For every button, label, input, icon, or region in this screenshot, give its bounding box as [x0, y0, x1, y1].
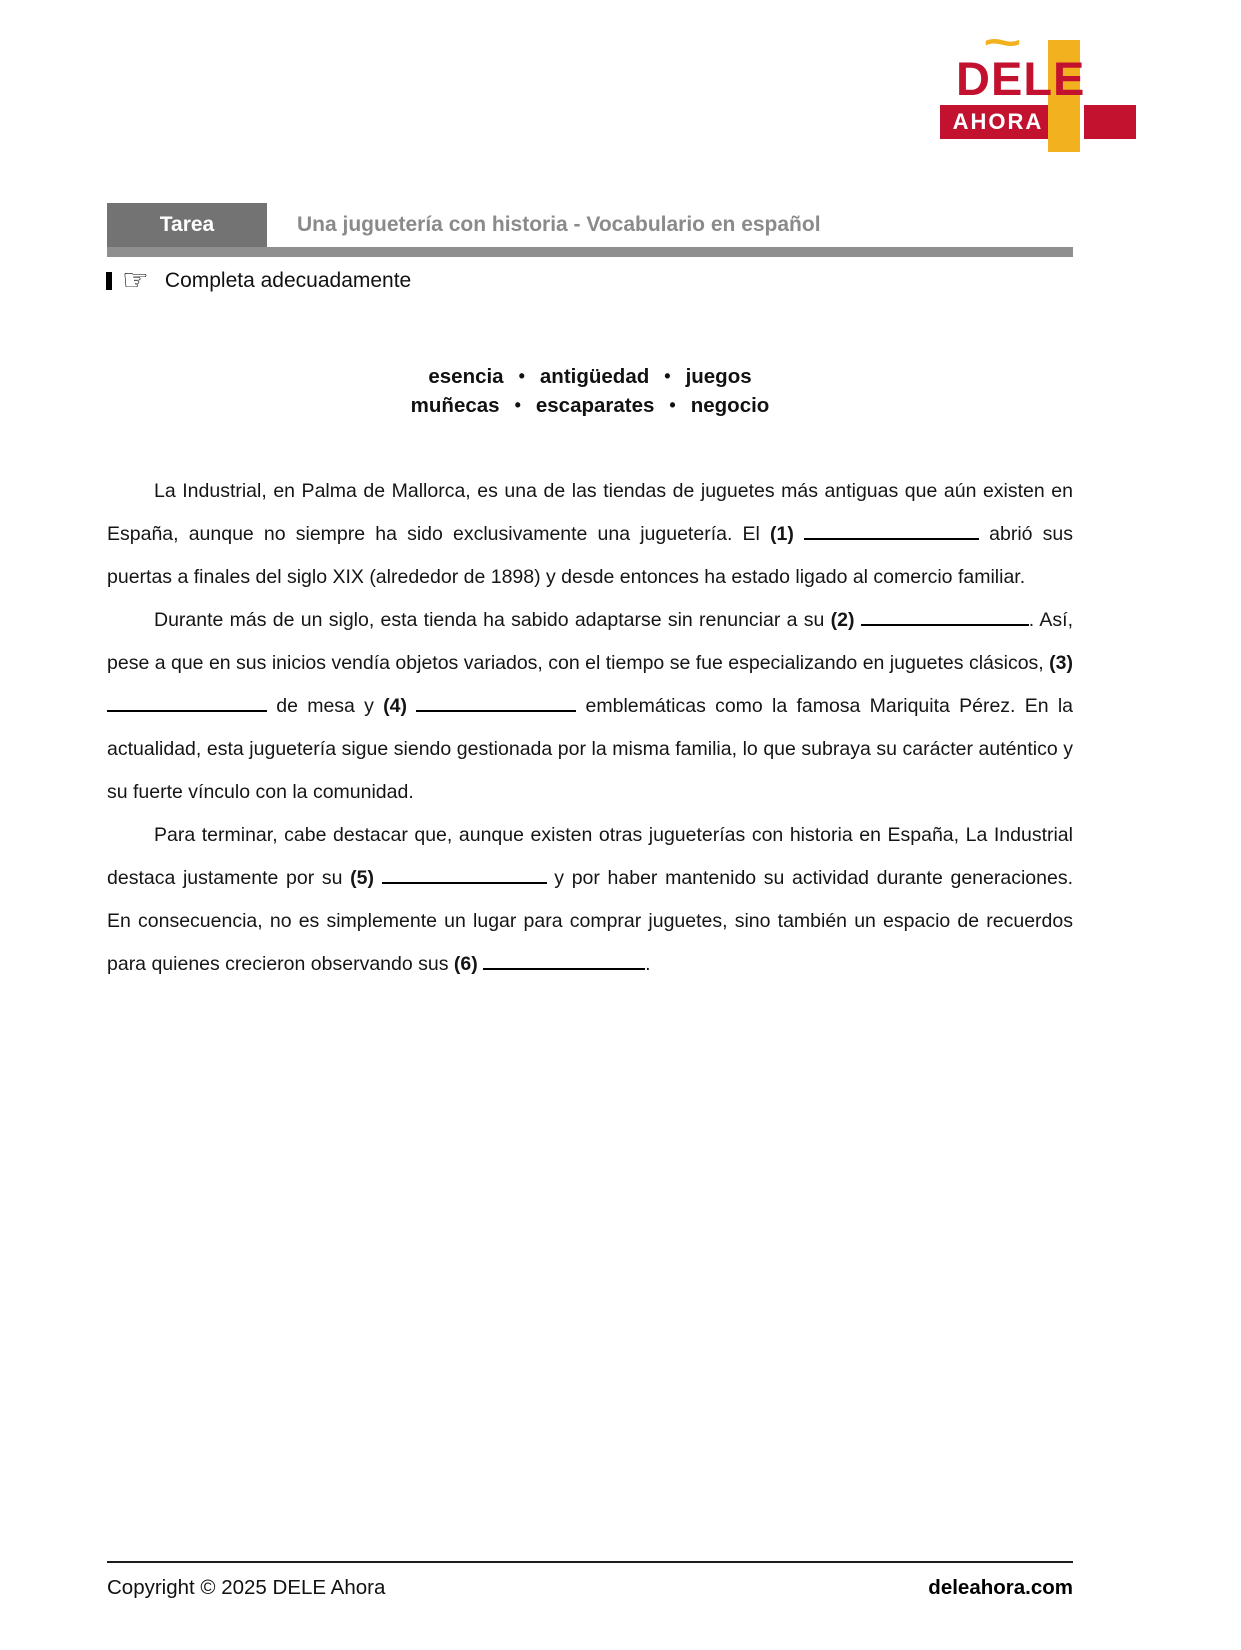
logo-wordmark [956, 18, 1086, 105]
task-title: Una juguetería con historia - Vocabulario en español [297, 213, 821, 236]
copyright-text: Copyright © 2025 DELE Ahora [107, 1576, 386, 1599]
pointing-hand-icon: ☞ [122, 264, 149, 297]
header-divider-bar [107, 247, 1073, 257]
page-footer [107, 1561, 1073, 1600]
bullet-separator-icon: • [664, 366, 671, 386]
bullet-separator-icon: • [514, 395, 521, 415]
gap-number: (5) [350, 867, 374, 889]
gap-number: (2) [830, 609, 855, 631]
word-bank-row [107, 391, 1073, 420]
word-bank-item: esencia [428, 365, 504, 388]
logo-accented-letter: ~ E [991, 54, 1023, 104]
gap-number: (4) [383, 695, 407, 717]
task-badge: Tarea [107, 203, 267, 247]
word-bank-item: muñecas [410, 394, 500, 417]
pointing-hand-cuff-icon [106, 272, 112, 290]
bullet-separator-icon: • [669, 395, 676, 415]
task-header [107, 203, 1073, 257]
passage-paragraph: La Industrial, en Palma de Mallorca, es una de las tiendas de juguetes más antiguas que aún existen en España, aunque no siempre ha sido exclusivamente una juguetería. El (1) abrió sus puertas a finales del siglo XIX (alrededor de 1898) y desde entonces ha estado ligado al comercio familiar. [107, 480, 1073, 588]
logo-subtitle: AHORA [952, 109, 1044, 134]
word-bank-item: escaparates [535, 394, 655, 417]
passage-paragraph: Para terminar, cabe destacar que, aunque existen otras jugueterías con historia en España, La Industrial destaca justamente por su (5) y por haber mantenido su actividad durante generaciones. En consecuencia, no es simplemente un lugar para comprar juguetes, sino también un espacio de recuerdos para quienes crecieron observando sus (6) . [107, 824, 1073, 975]
gap-number: (6) [453, 953, 478, 975]
word-bank-row [107, 362, 1073, 391]
fill-in-blank [107, 693, 267, 713]
logo-letters: LE [1023, 52, 1086, 105]
fill-in-blank [483, 951, 645, 971]
logo-red-band [940, 105, 1136, 139]
gap-number: (1) [770, 523, 794, 545]
logo-letter: D [956, 52, 991, 105]
instruction-text: Completa adecuadamente [164, 269, 412, 292]
word-bank-item: juegos [685, 365, 752, 388]
fill-in-blank [416, 693, 576, 713]
tilde-icon: ~ [983, 18, 1024, 67]
gap-number: (3) [1049, 652, 1073, 674]
dele-ahora-logo [940, 18, 1136, 152]
word-bank-item: negocio [690, 394, 770, 417]
word-bank-item: antigüedad [539, 365, 650, 388]
passage-paragraph: Durante más de un siglo, esta tienda ha sabido adaptarse sin renunciar a su (2) . Así, pese a que en sus inicios vendía objetos variados, con el tiempo se fue especializando en juguetes clásicos, (3) de mesa y (4) emblemáticas como la famosa Mariquita Pérez. En la actualidad, esta juguetería sigue siendo gestionada por la misma familia, lo que subraya su carácter auténtico y su fuerte vínculo con la comunidad. [107, 599, 1073, 814]
fill-in-blank [382, 865, 547, 885]
instruction-line [106, 266, 806, 296]
fill-in-blank [861, 607, 1029, 627]
website-link[interactable]: deleahora.com [928, 1576, 1073, 1599]
bullet-separator-icon: • [518, 366, 525, 386]
passage [107, 470, 1073, 986]
fill-in-blank [804, 521, 979, 541]
word-bank [107, 362, 1073, 420]
